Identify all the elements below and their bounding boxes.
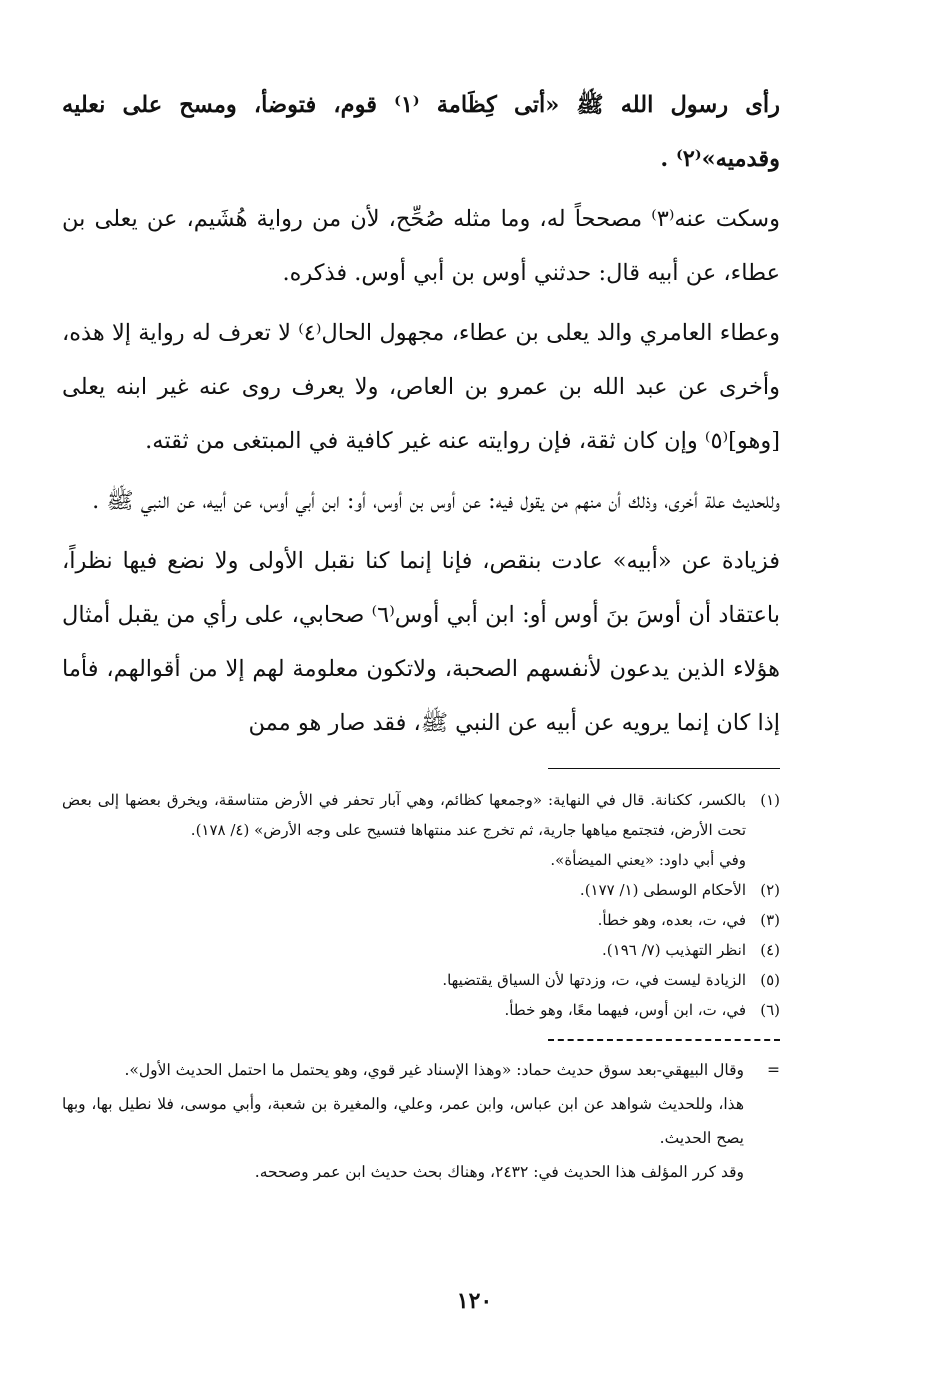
footnote-text: في، ت، ابن أوس، فيهما معًا، وهو خطأ.	[504, 1001, 746, 1019]
footnote-text: انظر التهذيب (٧/ ١٩٦).	[602, 941, 746, 959]
paragraph-3: وعطاء العامري والد يعلى بن عطاء، مجهول الحال⁽٤⁾ لا تعرف له رواية إلا هذه، وأخرى عن عبد الله بن عمرو بن العاص، ولا يعرف روى عنه غير ابنه يعلى [وهو]⁽٥⁾ وإن كان ثقة، فإن روايته عنه غير كافية في المبتغى من ثقته.	[62, 320, 780, 454]
editor-note-2: هذا، وللحديث شواهد عن ابن عباس، وابن عمر، وعلي، والمغيرة بن شعبة، وأبي موسى، فلا نطيل بها، وبها يصح الحديث.	[62, 1095, 744, 1147]
footnote-3	[62, 905, 780, 935]
paragraph-4: وللحديث علة أخرى، وذلك أن منهم من يقول فيه: عن أوس بن أوس، أو: ابن أبي أوس، عن أبيه، عن النبي ﷺ .	[92, 488, 780, 514]
page-number: ١٢٠	[456, 1288, 493, 1314]
main-text	[62, 78, 780, 750]
page-body	[62, 78, 780, 1189]
editor-note-text: وقال البيهقي-بعد سوق حديث حماد: «وهذا الإسناد غير قوي، وهو يحتمل ما احتمل الحديث الأول».	[124, 1061, 744, 1079]
footnote-divider	[548, 768, 780, 769]
footnotes	[62, 785, 780, 1025]
footnote-4	[62, 935, 780, 965]
footnote-2	[62, 875, 780, 905]
footnote-text: الزيادة ليست في، ت، وزدتها لأن السياق يقتضيها.	[442, 971, 746, 989]
paragraph-5: فزيادة عن «أبيه» عادت بنقص، فإنا إنما كنا نقبل الأولى ولا نضع فيها نظراً، باعتقاد أن أوسَ بنَ أوس أو: ابن أبي أوس⁽٦⁾ صحابي، على رأي من يقبل أمثال هؤلاء الذين يدعون لأنفسهم الصحبة، ولاتكون معلومة لهم إلا من أقوالهم، فأما إذا كان إنما يرويه عن أبيه عن النبي ﷺ، فقد صار هو ممن	[62, 548, 780, 736]
footnote-number: (٥)	[760, 971, 780, 989]
editor-notes	[62, 1053, 780, 1189]
footnote-number: (٤)	[760, 941, 780, 959]
editor-notes-divider	[548, 1039, 780, 1041]
footnote-text: الأحكام الوسطى (١/ ١٧٧).	[579, 881, 746, 899]
footnote-number: (٣)	[760, 911, 780, 929]
editor-note-3: وقد كرر المؤلف هذا الحديث في: ٢٤٣٢، وهناك بحث حديث ابن عمر وصححه.	[254, 1163, 744, 1181]
editor-note-1	[62, 1053, 780, 1087]
footnote-1	[62, 785, 780, 845]
footnote-6	[62, 995, 780, 1025]
continuation-mark: =	[767, 1061, 780, 1079]
footnote-number: (٦)	[760, 1001, 780, 1019]
footnote-5	[62, 965, 780, 995]
footnote-number: (٢)	[760, 881, 780, 899]
footnote-1-continuation: وفي أبي داود: «يعني الميضأة».	[550, 851, 746, 869]
paragraph-2: وسكت عنه⁽٣⁾ مصححاً له، وما مثله صُحِّح، لأن من رواية هُشَيم، عن يعلى بن عطاء، عن أبيه قال: حدثني أوس بن أبي أوس. فذكره.	[62, 206, 780, 286]
paragraph-1: رأى رسول الله ﷺ «أتى كِظَامة ⁽١⁾ قوم، فتوضأ، ومسح على نعليه وقدميه»⁽٢⁾ .	[62, 92, 780, 172]
footnote-text: في، ت، بعده، وهو خطأ.	[597, 911, 746, 929]
footnote-number: (١)	[760, 791, 780, 809]
footnote-text: بالكسر، ككنانة. قال في النهاية: «وجمعها كظائم، وهي آبار تحفر في الأرض متناسقة، ويخرق بعضها إلى بعض تحت الأرض، فتجتمع مياهها جارية، ثم تخرج عند منتهاها فتسيح على وجه الأرض» (٤/ ١٧٨).	[62, 791, 746, 839]
